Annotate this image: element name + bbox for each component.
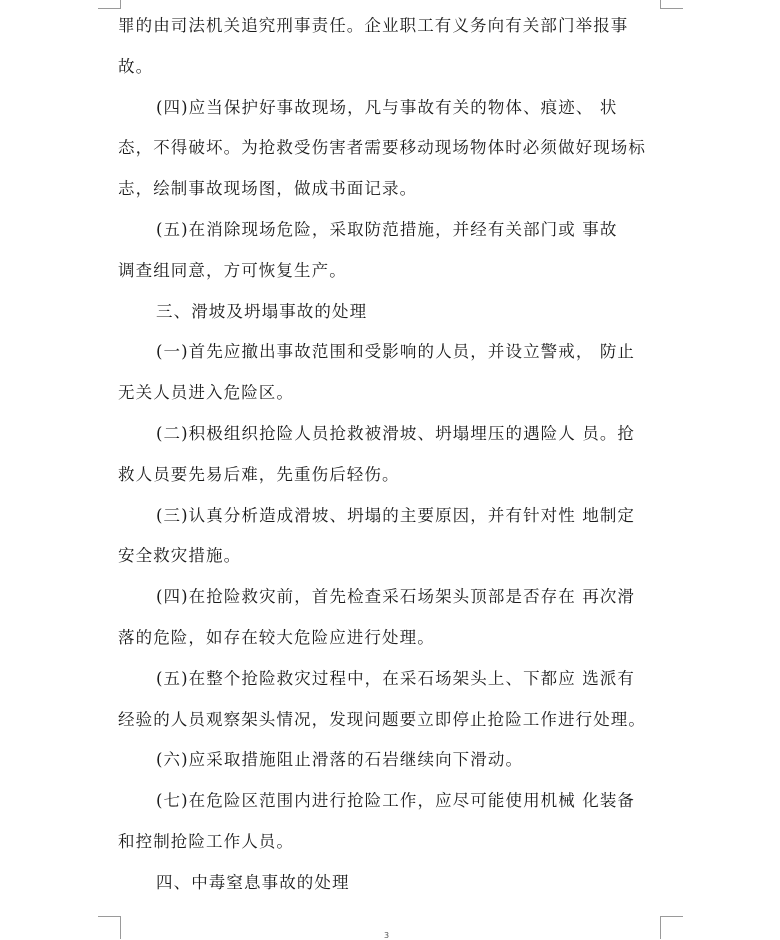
page-number: 3 [384, 931, 390, 940]
text-line: 和控制抢险工作人员。 [118, 831, 294, 851]
text-line: 经验的人员观察架头情况，发现问题要立即停止抢险工作进行处理。 [118, 709, 646, 729]
text-line: (二)积极组织抢险人员抢救被滑坡、坍塌埋压的遇险人 员。抢 [156, 423, 636, 443]
text-line: (四)应当保护好事故现场，凡与事故有关的物体、痕迹、 状 [156, 97, 618, 117]
text-line: 调查组同意，方可恢复生产。 [118, 260, 347, 280]
text-line: (五)在整个抢险救灾过程中，在采石场架头上、下都应 选派有 [156, 668, 636, 688]
text-line: 三、滑坡及坍塌事故的处理 [156, 301, 368, 321]
text-line: 无关人员进入危险区。 [118, 383, 294, 403]
crop-mark-top-right [660, 0, 683, 9]
text-line: 志，绘制事故现场图，做成书面记录。 [118, 179, 418, 199]
text-line: 态，不得破坏。为抢救受伤害者需要移动现场物体时必须做好现场标 [118, 138, 646, 158]
text-line: (三)认真分析造成滑坡、坍塌的主要原因，并有针对性 地制定 [156, 505, 636, 525]
text-line: (五)在消除现场危险，采取防范措施，并经有关部门或 事故 [156, 219, 618, 239]
text-line: (七)在危险区范围内进行抢险工作，应尽可能使用机械 化装备 [156, 791, 636, 811]
text-line: 救人员要先易后难，先重伤后轻伤。 [118, 464, 400, 484]
text-line: (四)在抢险救灾前，首先检查采石场架头顶部是否存在 再次滑 [156, 587, 636, 607]
text-line: 落的危险，如存在较大危险应进行处理。 [118, 627, 435, 647]
text-line: 罪的由司法机关追究刑事责任。企业职工有义务向有关部门举报事 [118, 16, 629, 35]
crop-mark-bottom-left [98, 916, 121, 939]
text-line: 四、中毒窒息事故的处理 [156, 872, 350, 892]
document-body [118, 6, 663, 904]
text-line: (一)首先应撤出事故范围和受影响的人员，并设立警戒， 防止 [156, 342, 636, 362]
text-line: 安全救灾措施。 [118, 546, 242, 566]
text-line: 故。 [118, 56, 154, 76]
text-line: (六)应采取措施阻止滑落的石岩继续向下滑动。 [156, 750, 524, 770]
crop-mark-bottom-right [660, 916, 683, 939]
